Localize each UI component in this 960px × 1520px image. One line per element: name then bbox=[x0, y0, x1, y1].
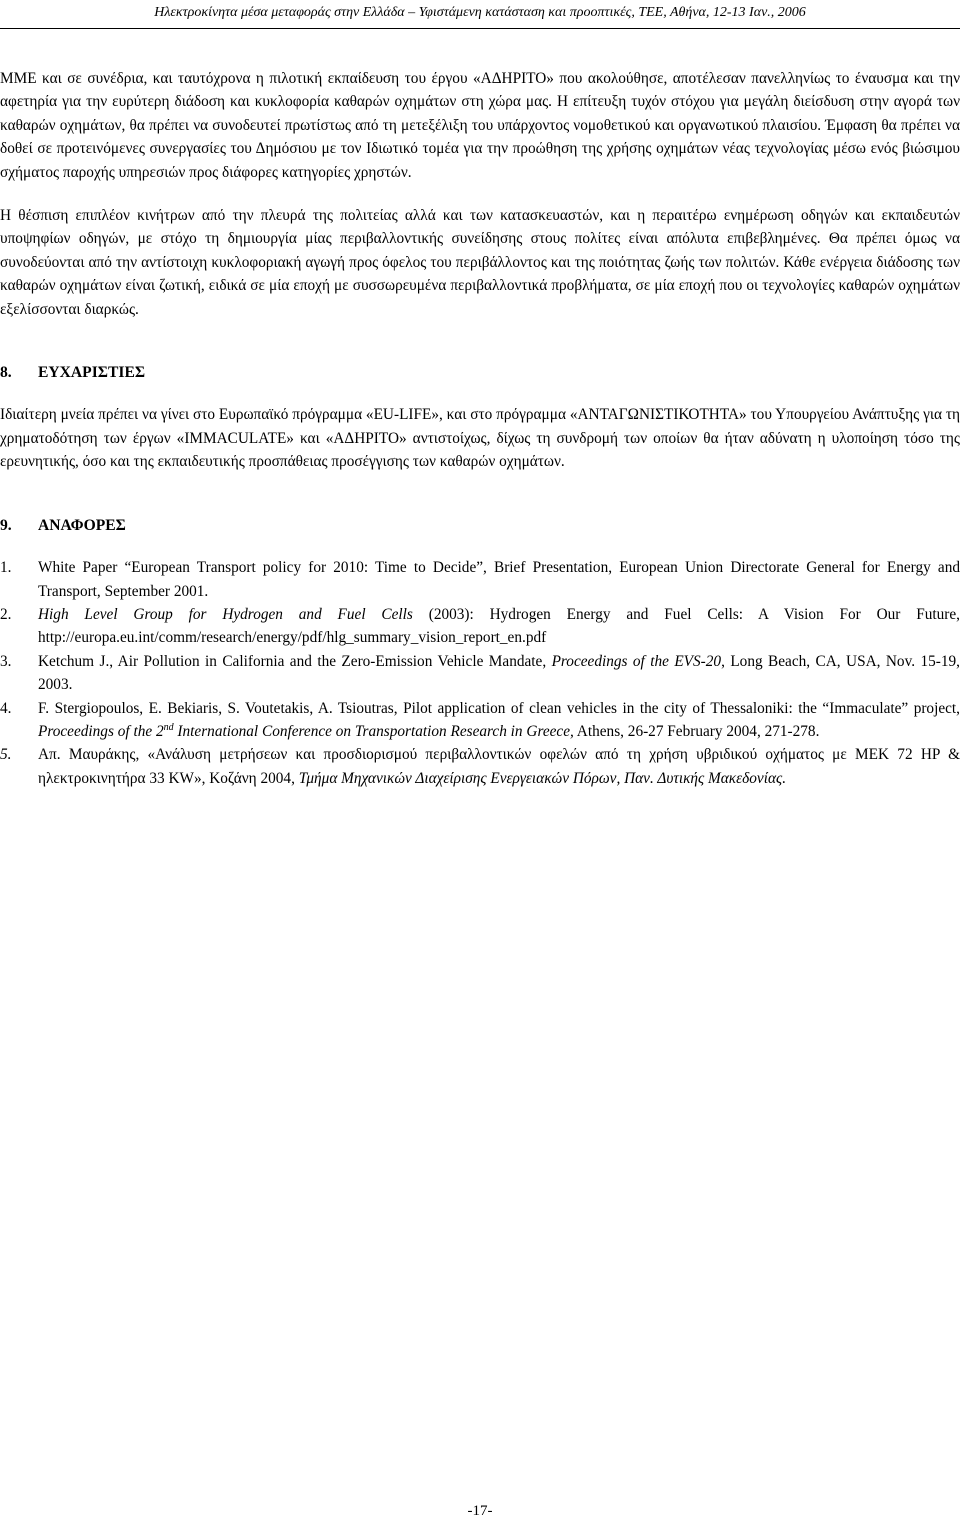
reference-number: 1. bbox=[0, 559, 12, 577]
reference-italic: Proceedings of the 2 bbox=[38, 722, 164, 740]
section-heading-references bbox=[0, 514, 960, 537]
section-title: ΑΝΑΦΟΡΕΣ bbox=[38, 516, 126, 534]
page-number: -17- bbox=[467, 1503, 493, 1519]
reference-item bbox=[0, 603, 960, 650]
reference-list bbox=[0, 556, 960, 790]
section-heading-acknowledgements bbox=[0, 361, 960, 384]
reference-text: White Paper “European Transport policy for 2010: Time to Decide”, Brief Presentation, European Union Directorate General for Energy and Transport, September 2001. bbox=[38, 559, 960, 600]
reference-item bbox=[0, 743, 960, 790]
body-paragraph-1: ΜΜΕ και σε συνέδρια, και ταυτόχρονα η πιλοτική εκπαίδευση του έργου «ΑΔΗΡΙΤΟ» που ακολούθησε, αποτέλεσαν πανελληνίως το έναυσμα και την αφετηρία για την ευρύτερη διάδοση και κυκλοφορία καθαρών οχημάτων στη χώρα μας. Η επίτευξη τυχόν στόχου για μεγάλη διείσδυση στην αγορά των καθαρών οχημάτων, θα πρέπει να συνοδευτεί πρωτίστως από τη μετεξέλιξη του υπάρχοντος νομοθετικού και οργανωτικού πλαισίου. Έμφαση θα πρέπει να δοθεί σε προτεινόμενες συνεργασίες του Δημόσιου με τον Ιδιωτικό τομέα για την προώθηση της χρήσης οχημάτων νέας τεχνολογίας μέσω ενός βιώσιμου σχήματος παροχής υπηρεσιών προς διάφορες κατηγορίες χρηστών. bbox=[0, 70, 960, 181]
running-header: Ηλεκτροκίνητα μέσα μεταφοράς στην Ελλάδα – Υφιστάμενη κατάσταση και προοπτικές, ΤΕΕ, Αθήνα, 12-13 Ιαν., 2006 bbox=[154, 5, 806, 20]
reference-item bbox=[0, 556, 960, 603]
reference-number: 2. bbox=[0, 605, 12, 623]
reference-italic: Proceedings of the EVS-20 bbox=[551, 652, 722, 670]
reference-superscript: nd bbox=[163, 721, 174, 733]
section-number: 8. bbox=[0, 364, 12, 382]
section-title: ΕΥΧΑΡΙΣΤΙΕΣ bbox=[38, 364, 146, 382]
reference-text: (2003): Hydrogen Energy and Fuel Cells: A Vision For Our Future, http://europa.eu.int/comm/research/energy/pdf/hlg_summary_vision_report_en.pdf bbox=[38, 605, 960, 647]
reference-text: Απ. Μαυράκης, «Ανάλυση μετρήσεων και προσδιορισμού περιβαλλοντικών οφελών από τη χρήση υβριδικού οχήματος με ΜΕΚ 72 HP & ηλεκτροκινητήρα 33 KW», Κοζάνη 2004, bbox=[38, 746, 960, 787]
reference-text: Ketchum J., Air Pollution in California and the Zero-Emission Vehicle Mandate, bbox=[38, 652, 552, 670]
reference-number: 3. bbox=[0, 652, 12, 670]
body-paragraph-2: Η θέσπιση επιπλέον κινήτρων από την πλευρά της πολιτείας αλλά και των κατασκευαστών, και η περαιτέρω ενημέρωση οδηγών και εκπαιδευτών υποψηφίων οδηγών, με στόχο τη δημιουργία μίας περιβαλλοντικής συνείδησης στους πολίτες είναι απόλυτα επιβεβλημένες. Θα πρέπει όμως να συνοδεύονται από την αντίστοιχη κυκλοφοριακή αγωγή προς όφελος του περιβάλλοντος και της ποιότητας ζωής των πολιτών. Κάθε ενέργεια διάδοσης των καθαρών οχημάτων είναι ζωτική, ειδικά σε μία εποχή με συσσωρευμένα περιβαλλοντικά προβλήματα, σε μία εποχή που οι τεχνολογίες καθαρών οχημάτων εξελίσσονται διαρκώς. bbox=[0, 207, 960, 318]
section-number: 9. bbox=[0, 516, 12, 534]
acknowledgements-paragraph: Ιδιαίτερη μνεία πρέπει να γίνει στο Ευρωπαϊκό πρόγραμμα «EU-LIFE», και στο πρόγραμμα «ΑΝΤΑΓΩΝΙΣΤΙΚΟΤΗΤΑ» του Υπουργείου Ανάπτυξης για τη χρηματοδότηση των έργων «IMMACULATE» και «ΑΔΗΡΙΤΟ» αντιστοίχως, δίχως τη συνδρομή των οποίων θα ήταν αδύνατη η υλοποίηση τόσο της ερευνητικής, όσο και της εκπαιδευτικής προσπάθειας προσέγγισης των καθαρών οχημάτων. bbox=[0, 406, 960, 471]
reference-italic: International Conference on Transportation Research in Greece, bbox=[173, 722, 574, 740]
reference-item bbox=[0, 697, 960, 744]
reference-text-after: Athens, 26-27 February 2004, 271-278. bbox=[573, 722, 820, 740]
page-content bbox=[0, 67, 960, 790]
reference-italic: Τμήμα Μηχανικών Διαχείρισης Ενεργειακών Πόρων, Παν. Δυτικής Μακεδονίας. bbox=[298, 769, 787, 787]
reference-number: 4. bbox=[0, 699, 12, 717]
reference-number: 5. bbox=[0, 746, 12, 764]
reference-text: F. Stergiopoulos, E. Bekiaris, S. Voutetakis, A. Tsioutras, Pilot application of clean vehicles in the city of Thessaloniki: the “Immaculate” project, bbox=[38, 699, 960, 717]
reference-item bbox=[0, 650, 960, 697]
header-rule bbox=[0, 28, 960, 29]
reference-text-after: , Long Beach, CA, USA, Nov. 15-19, 2003. bbox=[38, 652, 960, 694]
reference-italic: High Level Group for Hydrogen and Fuel Cells bbox=[38, 605, 413, 623]
